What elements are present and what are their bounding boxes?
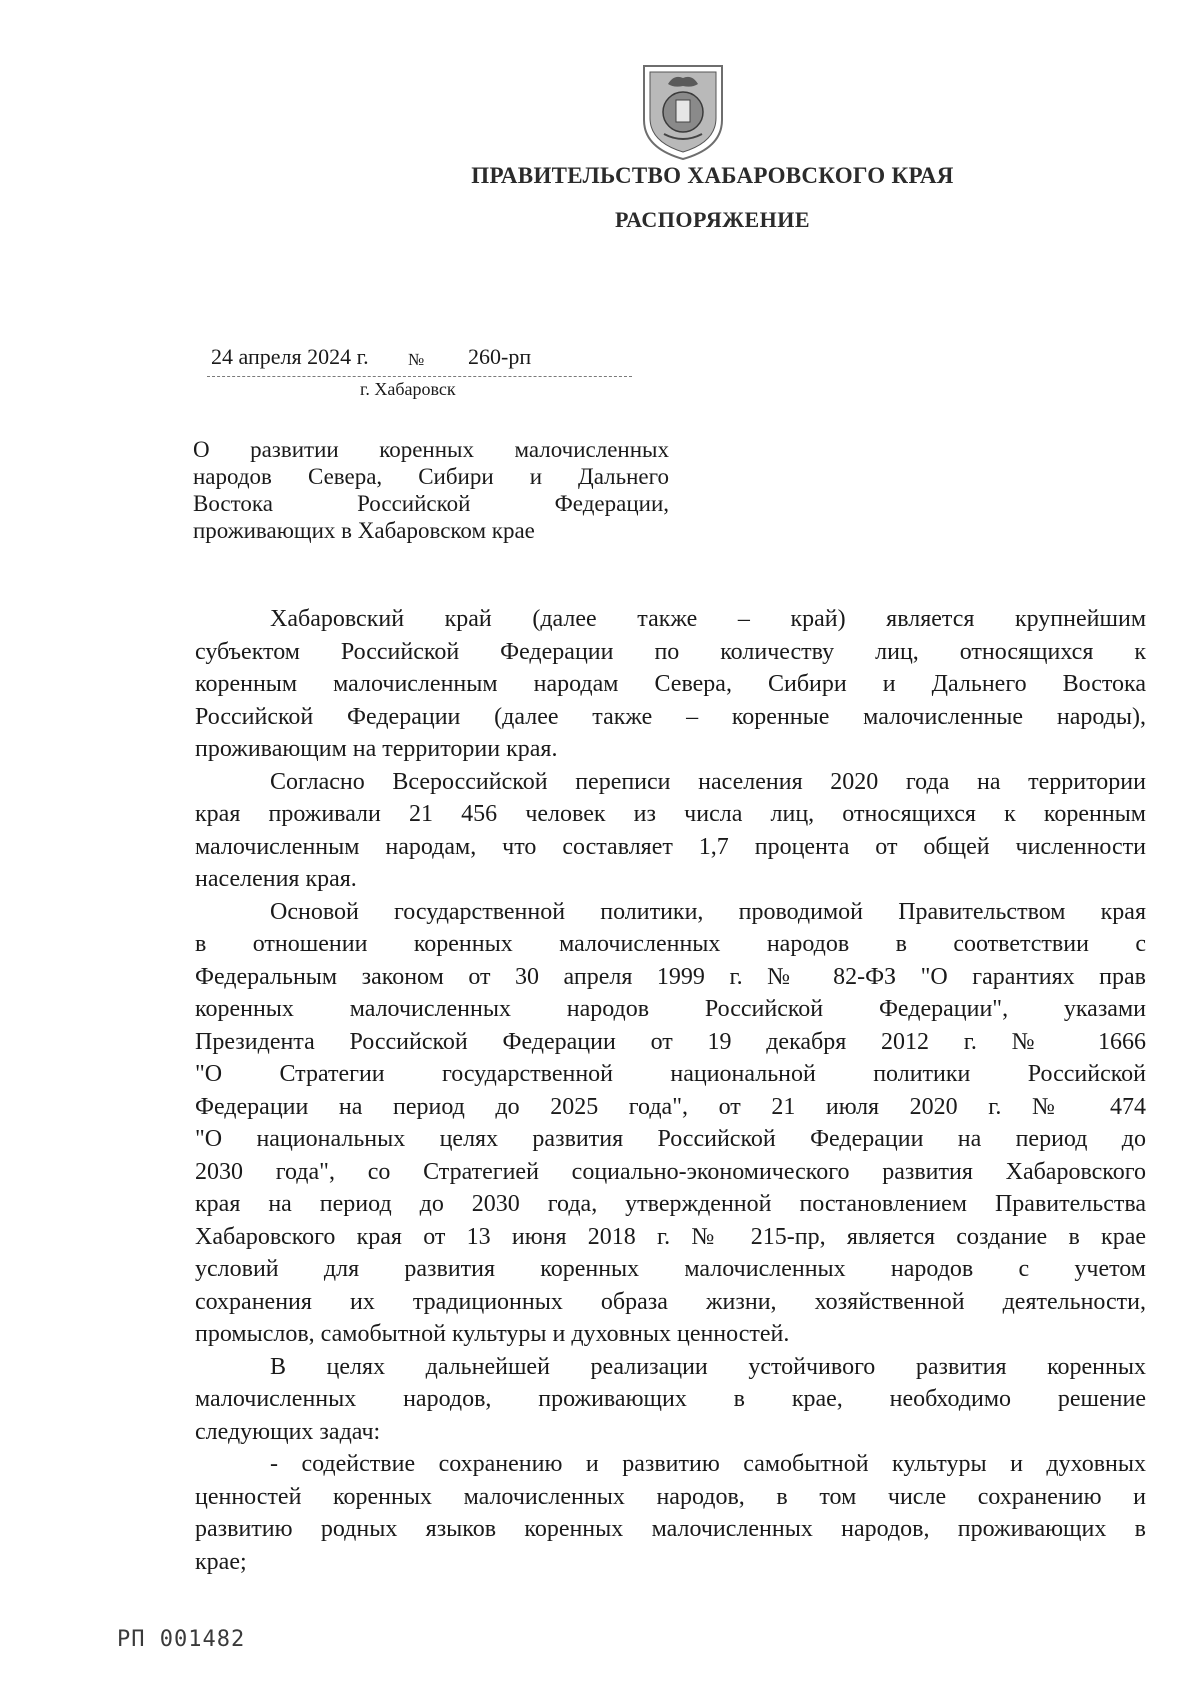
body-line: промыслов, самобытной культуры и духовных ценностей. (195, 1321, 790, 1347)
body-line: Согласно Всероссийской переписи населения 2020 года на территории (270, 768, 1146, 795)
body-line: Президента Российской Федерации от 19 декабря 2012 г. № 1666 (195, 1028, 1146, 1055)
document-body (195, 603, 1146, 1578)
body-line: 2030 года", со Стратегией социально-экономического развития Хабаровского (195, 1158, 1146, 1185)
subject-line: Востока Российской Федерации, (193, 491, 669, 516)
subject-line: народов Севера, Сибири и Дальнего (193, 464, 669, 489)
body-line: ценностей коренных малочисленных народов, в том числе сохранению и (195, 1483, 1146, 1510)
body-line: коренных малочисленных народов Российской Федерации", указами (195, 996, 1146, 1022)
body-line: - содействие сохранению и развитию самобытной культуры и духовных (270, 1451, 1146, 1477)
body-line: "О национальных целях развития Российской Федерации на период до (195, 1126, 1146, 1152)
document-number: 260-рп (468, 344, 532, 369)
body-line: коренным малочисленным народам Севера, Сибири и Дальнего Востока (195, 671, 1146, 697)
body-line: малочисленных народов, проживающих в крае, необходимо решение (195, 1386, 1146, 1412)
number-sign: № (408, 350, 425, 369)
body-line: Хабаровский край (далее также – край) является крупнейшим (270, 606, 1146, 632)
body-line: развитию родных языков коренных малочисленных народов, проживающих в (195, 1516, 1146, 1542)
body-line: края проживали 21 456 человек из числа лиц, относящихся к коренным (195, 801, 1146, 827)
subject-line: проживающих в Хабаровском крае (193, 518, 535, 543)
body-line: следующих задач: (195, 1418, 381, 1445)
body-line: края на период до 2030 года, утвержденной постановлением Правительства (195, 1191, 1146, 1217)
document-date: 24 апреля 2024 г. (211, 344, 369, 369)
form-code: РП 001482 (117, 1627, 246, 1652)
body-line: крае; (195, 1548, 247, 1575)
body-line: в отношении коренных малочисленных народов в соответствии с (195, 931, 1146, 957)
body-line: условий для развития коренных малочисленных народов с учетом (195, 1256, 1146, 1282)
body-line: Федерации на период до 2025 года", от 21 июля 2020 г. № 474 (195, 1093, 1146, 1120)
coat-of-arms-icon (640, 62, 726, 162)
body-line: малочисленным народам, что составляет 1,7 процента от общей численности (195, 833, 1146, 860)
date-underline (207, 376, 632, 377)
body-line: Хабаровского края от 13 июня 2018 г. № 215-пр, является создание в крае (195, 1223, 1146, 1250)
body-line: Российской Федерации (далее также – коренные малочисленные народы), (195, 703, 1146, 730)
body-line: населения края. (195, 866, 357, 892)
government-title: ПРАВИТЕЛЬСТВО ХАБАРОВСКОГО КРАЯ (471, 163, 954, 188)
subject-line: О развитии коренных малочисленных (193, 437, 669, 462)
body-line: Федеральным законом от 30 апреля 1999 г. № 82-ФЗ "О гарантиях прав (195, 963, 1146, 990)
body-line: В целях дальнейшей реализации устойчивого развития коренных (270, 1353, 1146, 1380)
body-line: "О Стратегии государственной национальной политики Российской (195, 1061, 1146, 1087)
body-line: Основой государственной политики, проводимой Правительством края (270, 898, 1146, 925)
document-city: г. Хабаровск (360, 379, 456, 399)
document-type: РАСПОРЯЖЕНИЕ (614, 207, 811, 232)
body-line: проживающим на территории края. (195, 736, 558, 762)
body-line: субъектом Российской Федерации по количеству лиц, относящихся к (195, 638, 1146, 665)
body-line: сохранения их традиционных образа жизни, хозяйственной деятельности, (195, 1288, 1146, 1315)
document-subject (193, 436, 669, 544)
